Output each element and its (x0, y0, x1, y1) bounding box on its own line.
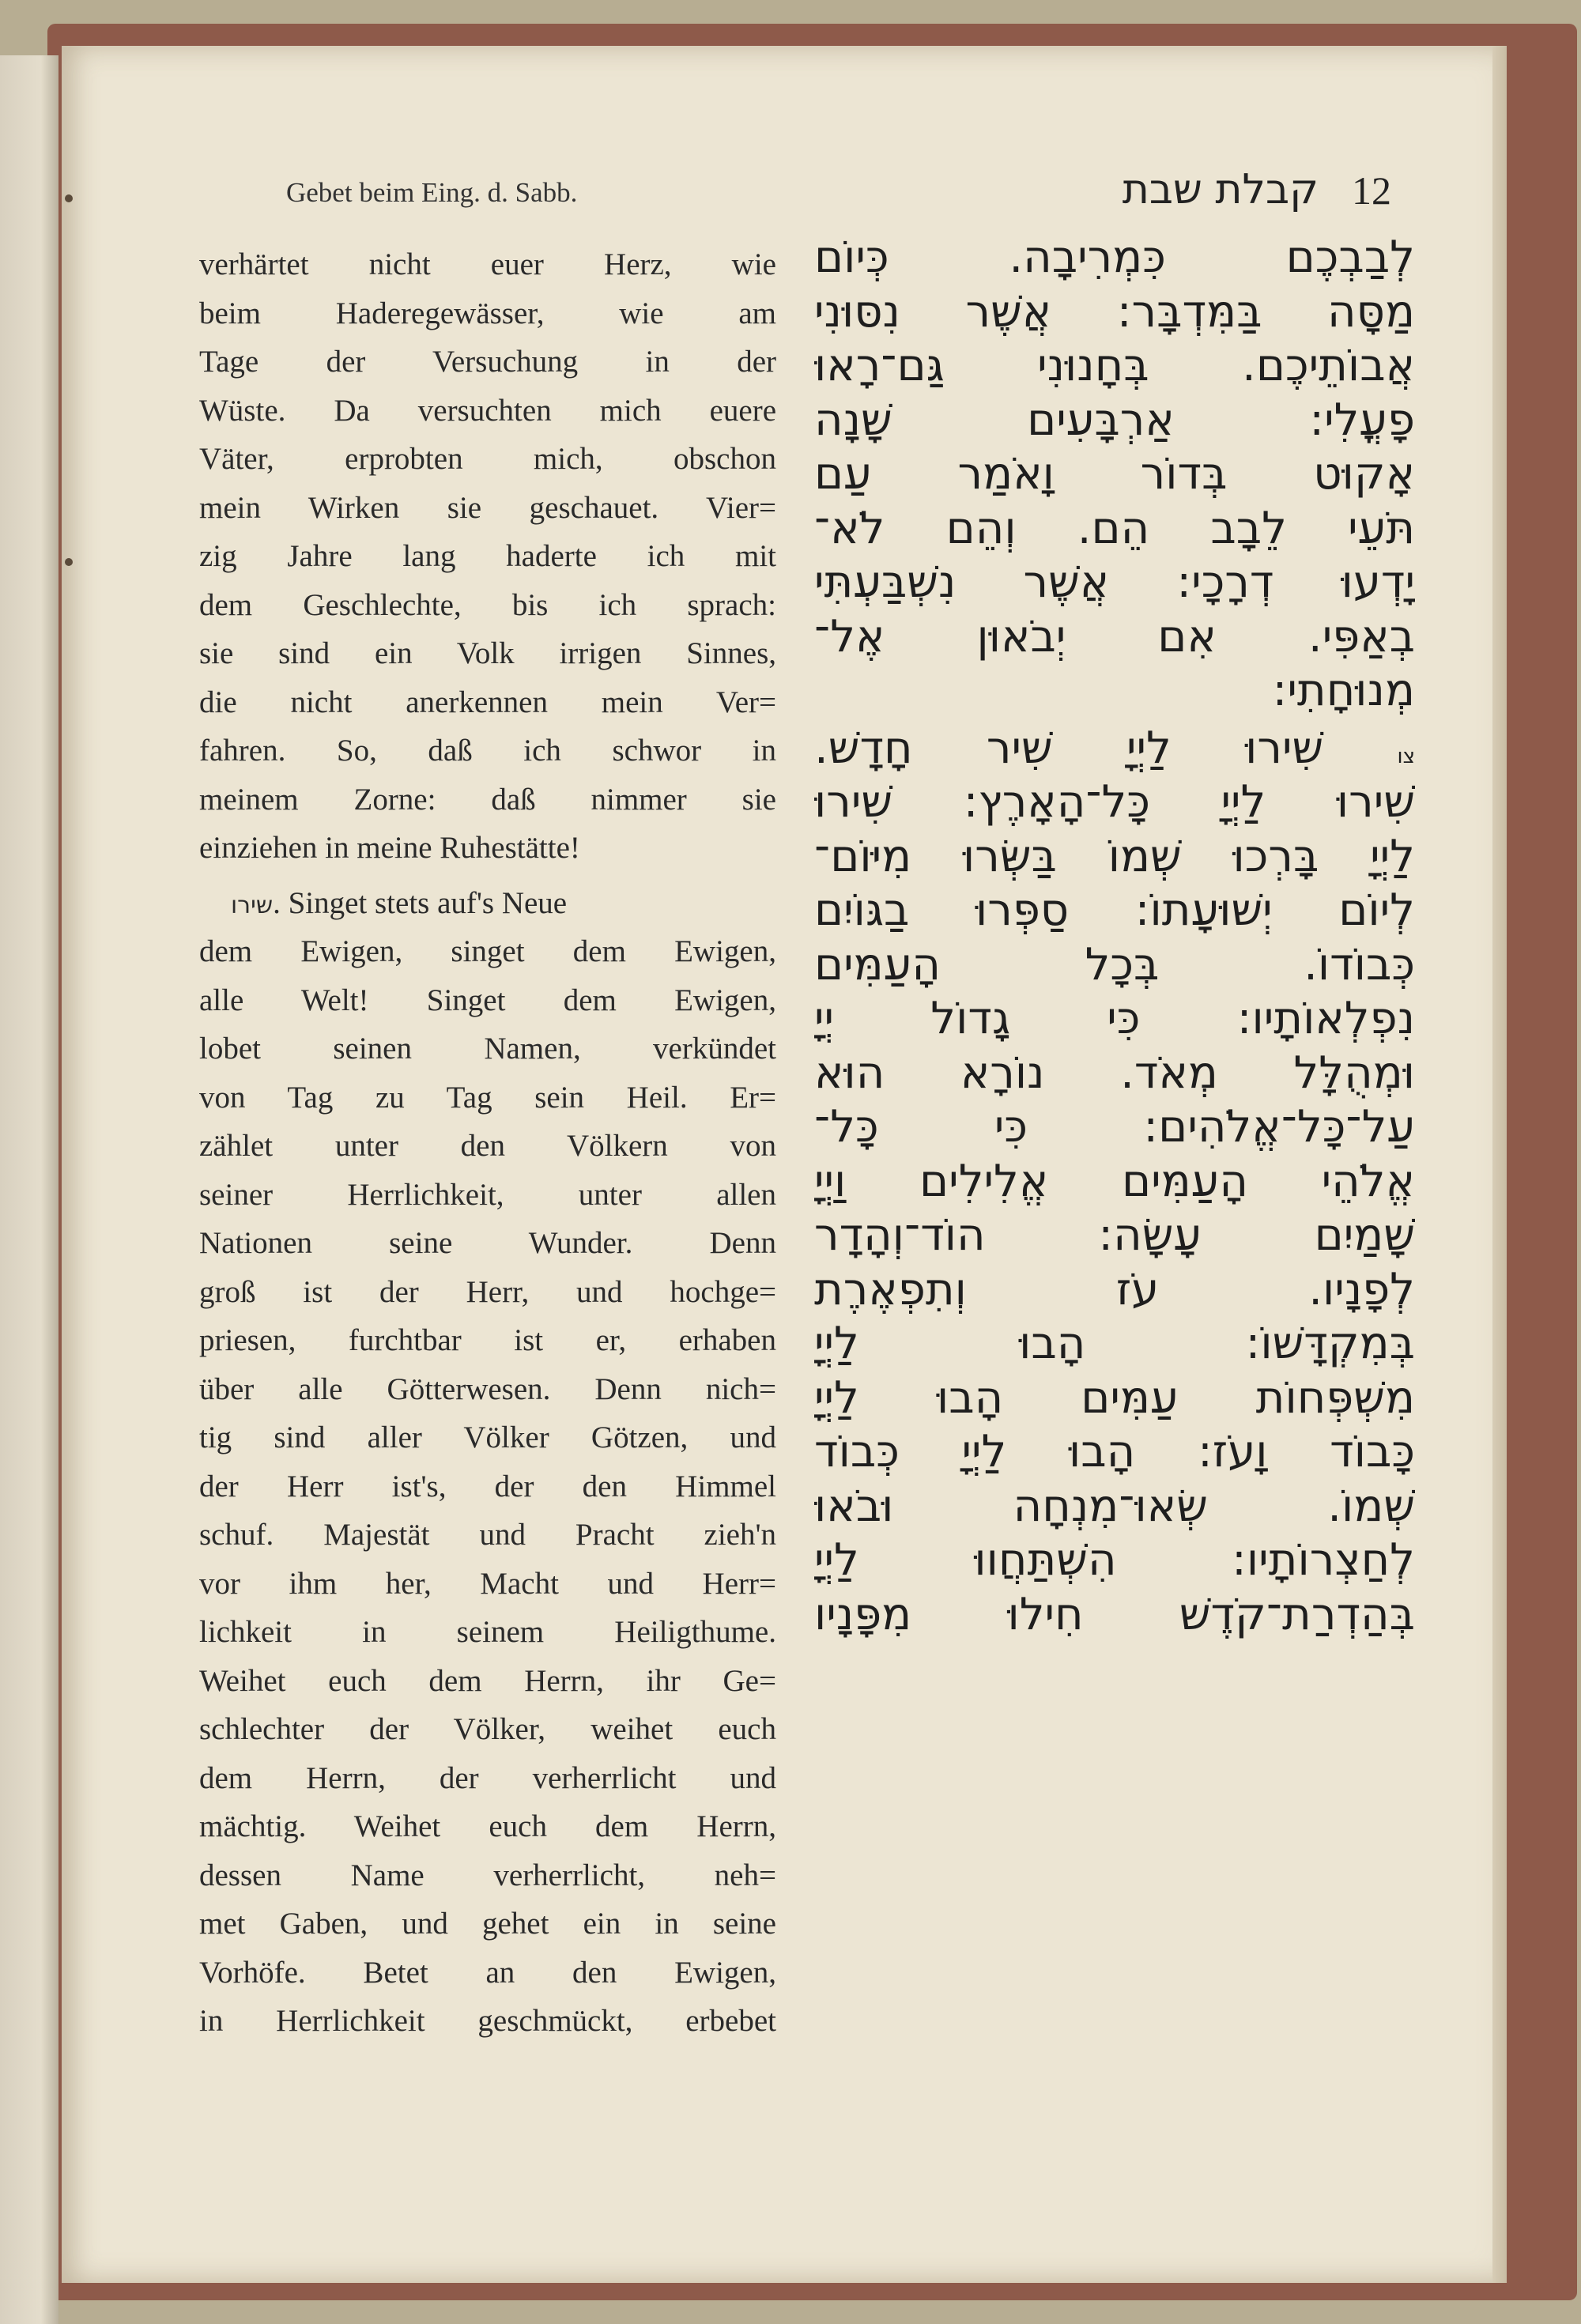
running-header-hebrew: קבלת שבת (1122, 166, 1319, 213)
text-line: schuf. Majestät und Pracht zieh'n (199, 1518, 776, 1552)
text-line: dem Ewigen, singet dem Ewigen, (199, 934, 776, 968)
text-line: Vorhöfe. Betet an den Ewigen, (199, 1955, 776, 1990)
text-line: dem Herrn, der verherrlicht und (199, 1760, 776, 1795)
hebrew-line: בְּהַדְרַת־קֹדֶשׁ חִילוּ מִפָּנָיו (814, 1588, 1415, 1640)
text-line: fahren. So, daß ich schwor in (199, 734, 776, 768)
text-line: von Tag zu Tag sein Heil. Er= (199, 1080, 776, 1115)
hebrew-line: מְנוּחָתִי: (1272, 665, 1415, 716)
hebrew-line: לַיְיָ בָּרְכוּ שְׁמוֹ בַּשְּׂרוּ מִיּוֹם־ (814, 830, 1415, 882)
hebrew-line: כָּבוֹד וָעֹז: הָבוּ לַיְיָ כְּבוֹד (814, 1426, 1415, 1477)
psalm-start-line (199, 879, 776, 928)
text-line: dessen Name verherrlicht, neh= (199, 1858, 776, 1892)
hebrew-line: לְבַבְכֶם כִּמְרִיבָה. כְּיוֹם (814, 232, 1415, 283)
text-line: Wüste. Da versuchten mich euere (199, 393, 776, 428)
text-line: seiner Herrlichkeit, unter allen (199, 1177, 776, 1212)
text-line: priesen, furchtbar ist er, erhaben (199, 1323, 776, 1357)
text-line: Weihet euch dem Herrn, ihr Ge= (199, 1663, 776, 1698)
hebrew-line: כְּבוֹדוֹ. בְּכָל הָעַמִּים (814, 938, 1415, 990)
hebrew-line: עַל־כָּל־אֱלֹהִים: כִּי כָּל־ (814, 1101, 1415, 1153)
german-translation-column (199, 240, 776, 2046)
text-line: lobet seinen Namen, verkündet (199, 1032, 776, 1066)
hebrew-line: תֹּעֵי לֵבָב הֵם. וְהֵם לֹא־ (814, 502, 1415, 554)
psalm-first-line: שִׁירוּ לַיְיָ שִׁיר חָדָשׁ. (814, 722, 1324, 774)
text-line: zig Jahre lang haderte ich mit (199, 539, 776, 573)
text-line: Nationen seine Wunder. Denn (199, 1226, 776, 1260)
text-line: groß ist der Herr, und hochge= (199, 1274, 776, 1309)
text-line: mein Wirken sie geschauet. Vier= (199, 490, 776, 525)
text-line: die nicht anerkennen mein Ver= (199, 685, 776, 719)
text-line: verhärtet nicht euer Herz, wie (199, 247, 776, 281)
hebrew-line: יָדְעוּ דְרָכָי: אֲשֶׁר נִשְׁבַּעְתִּי (814, 556, 1415, 608)
text-line: Väter, erprobten mich, obschon (199, 442, 776, 476)
text-line: meinem Zorne: daß nimmer sie (199, 782, 776, 817)
running-header-german: Gebet beim Eing. d. Sabb. (286, 177, 578, 208)
hebrew-line: בְּמִקְדָּשׁוֹ: הָבוּ לַיְיָ (814, 1318, 1415, 1369)
text-line: in Herrlichkeit geschmückt, erbebet (199, 2004, 776, 2038)
page-edge (1492, 46, 1507, 2283)
hebrew-line: פָעֳלִי: אַרְבָּעִים שָׁנָה (814, 394, 1415, 446)
text-line: zählet unter den Völkern von (199, 1129, 776, 1163)
hebrew-line: מִשְׁפְּחוֹת עַמִּים הָבוּ לַיְיָ (814, 1371, 1415, 1424)
hebrew-line: אֱלֹהֵי הָעַמִּים אֱלִילִים וַיְיָ (814, 1155, 1415, 1207)
hebrew-line: שָׁמַיִם עָשָׂה: הוֹד־וְהָדָר (814, 1209, 1415, 1261)
text-line: Tage der Versuchung in der (199, 345, 776, 379)
hebrew-line: וּמְהֻלָּל מְאֹד. נוֹרָא הוּא (814, 1047, 1415, 1099)
hebrew-line: שִׁירוּ לַיְיָ כָּל־הָאָרֶץ: שִׁירוּ (814, 776, 1415, 828)
hebrew-line: נִפְלְאוֹתָיו: כִּי גָדוֹל יְיָ (814, 993, 1415, 1044)
hebrew-line: לְיוֹם יְשׁוּעָתוֹ: סַפְּרוּ בַגּוֹיִם (814, 885, 1415, 936)
text-line: lichkeit in seinem Heiligthume. (199, 1615, 776, 1649)
psalm-number: צו (1397, 744, 1415, 768)
hebrew-line: בְאַפִּי. אִם יְבֹאוּן אֶל־ (814, 610, 1415, 662)
text-line: vor ihm her, Macht und Herr= (199, 1566, 776, 1601)
hebrew-line: לְחַצְרוֹתָיו: הִשְׁתַּחֲווּ לַיְיָ (814, 1534, 1415, 1586)
hebrew-line: לְפָנָיו. עֹז וְתִפְאֶרֶת (814, 1263, 1415, 1315)
hebrew-text-column (814, 231, 1415, 1642)
text-line: beim Haderegewässer, wie am (199, 296, 776, 330)
text-line: mächtig. Weihet euch dem Herrn, (199, 1809, 776, 1843)
text-line: met Gaben, und gehet ein in seine (199, 1907, 776, 1941)
psalm-start-text: . Singet stets auf's Neue (273, 885, 568, 920)
text-line: dem Geschlechte, bis ich sprach: (199, 587, 776, 622)
binding-hole-icon (65, 558, 73, 566)
psalm-start-line (814, 722, 1415, 776)
hebrew-line: מַסָּה בַּמִּדְבָּר: אֲשֶׁר נִסּוּנִי (814, 285, 1415, 338)
text-line: schlechter der Völker, weihet euch (199, 1712, 776, 1746)
hebrew-line: אֲבוֹתֵיכֶם. בְּחָנוּנִי גַּם־רָאוּ (814, 340, 1415, 391)
hebrew-line: שְׁמוֹ. שְׂאוּ־מִנְחָה וּבֹאוּ (814, 1480, 1415, 1532)
text-line: einziehen in meine Ruhestätte! (199, 831, 580, 865)
binding-hole-icon (65, 194, 73, 202)
text-line: alle Welt! Singet dem Ewigen, (199, 983, 776, 1017)
hebrew-line: אָקוּט בְּדוֹר וָאֹמַר עַם (814, 448, 1415, 500)
psalm-marker: שירו (231, 891, 274, 919)
text-line: der Herr ist's, der den Himmel (199, 1469, 776, 1503)
text-line: sie sind ein Volk irrigen Sinnes, (199, 636, 776, 670)
text-line: tig sind aller Völker Götzen, und (199, 1420, 776, 1454)
page-number: 12 (1352, 168, 1391, 213)
facing-page-edge (0, 55, 58, 2324)
text-line: über alle Götterwesen. Denn nich= (199, 1371, 776, 1406)
